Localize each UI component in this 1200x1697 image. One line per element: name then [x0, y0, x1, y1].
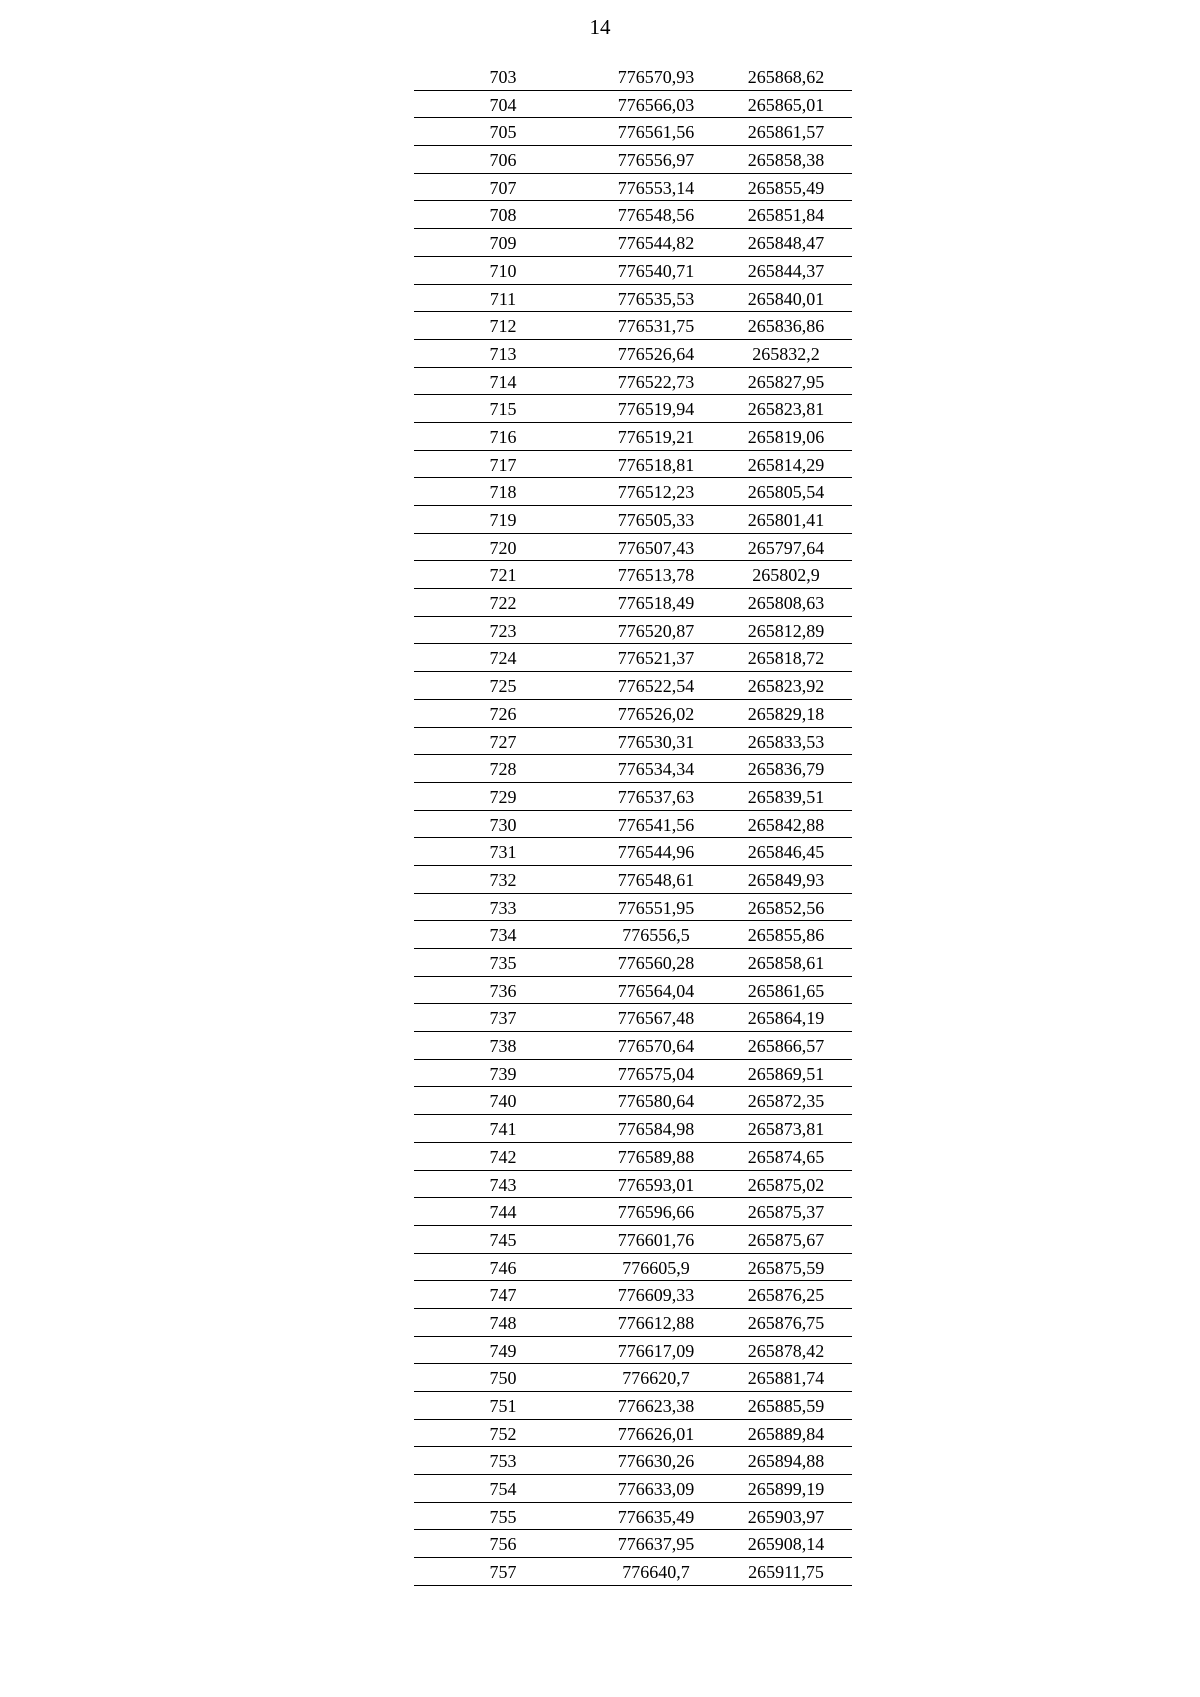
table-row: [414, 1475, 852, 1503]
x-coordinate-cell: 776605,9: [622, 1257, 690, 1278]
x-coordinate-cell: 776520,87: [617, 620, 695, 641]
point-number-cell: 708: [489, 205, 517, 226]
table-row: [414, 921, 852, 949]
y-coordinate-cell: 265842,88: [747, 814, 825, 835]
table-row: [414, 1004, 852, 1032]
x-coordinate-cell: 776575,04: [617, 1063, 695, 1084]
table-row: [414, 783, 852, 811]
point-number-cell: 752: [489, 1423, 517, 1444]
table-row: [414, 395, 852, 423]
y-coordinate-cell: 265908,14: [747, 1534, 825, 1555]
y-coordinate-cell: 265885,59: [747, 1396, 825, 1416]
table-row: [414, 1087, 852, 1115]
point-number-cell: 728: [489, 759, 517, 780]
y-coordinate-cell: 265832,2: [752, 343, 820, 364]
x-coordinate-cell: 776548,61: [617, 869, 695, 890]
y-coordinate-cell: 265808,63: [747, 593, 825, 614]
point-number-cell: 757: [489, 1562, 517, 1583]
point-number-cell: 744: [489, 1202, 517, 1223]
y-coordinate-cell: 265849,93: [747, 869, 825, 890]
x-coordinate-cell: 776612,88: [617, 1312, 695, 1333]
y-coordinate-cell: 265876,75: [747, 1312, 825, 1333]
point-number-cell: 736: [489, 980, 517, 1001]
point-number-cell: 738: [489, 1036, 517, 1057]
point-number-cell: 739: [489, 1063, 517, 1084]
point-number-cell: 730: [489, 814, 517, 835]
x-coordinate-cell: 776630,26: [617, 1451, 695, 1472]
y-coordinate-cell: 265875,67: [747, 1229, 825, 1250]
y-coordinate-cell: 265819,06: [747, 426, 825, 447]
x-coordinate-cell: 776609,33: [617, 1285, 695, 1306]
x-coordinate-cell: 776512,23: [617, 482, 695, 503]
x-coordinate-cell: 776544,96: [617, 842, 695, 863]
x-coordinate-cell: 776567,48: [617, 1008, 695, 1029]
x-coordinate-cell: 776535,53: [617, 288, 695, 309]
point-number-cell: 703: [489, 67, 517, 87]
point-number-cell: 709: [489, 233, 517, 254]
table-row: [414, 617, 852, 645]
table-row: [414, 1364, 852, 1392]
x-coordinate-cell: 776556,97: [617, 150, 695, 171]
x-coordinate-cell: 776633,09: [617, 1479, 695, 1500]
point-number-cell: 748: [489, 1312, 517, 1333]
point-number-cell: 749: [489, 1340, 517, 1361]
x-coordinate-cell: 776617,09: [617, 1340, 695, 1361]
table-row: [414, 1226, 852, 1254]
table-row: [414, 1447, 852, 1475]
x-coordinate-cell: 776526,02: [617, 703, 695, 724]
point-number-cell: 706: [489, 150, 517, 171]
point-number-cell: 719: [489, 510, 517, 530]
table-row: [414, 423, 852, 451]
point-number-cell: 732: [489, 869, 517, 890]
y-coordinate-cell: 265911,75: [748, 1562, 824, 1583]
y-coordinate-cell: 265889,84: [747, 1423, 825, 1444]
y-coordinate-cell: 265851,84: [747, 205, 825, 226]
point-number-cell: 756: [489, 1534, 517, 1555]
point-number-cell: 715: [489, 399, 517, 420]
y-coordinate-cell: 265876,25: [747, 1285, 825, 1306]
y-coordinate-cell: 265855,49: [747, 177, 825, 198]
table-row: [414, 91, 852, 119]
table-row: [414, 949, 852, 977]
point-number-cell: 731: [489, 842, 517, 863]
y-coordinate-cell: 265836,79: [747, 759, 825, 780]
point-number-cell: 710: [489, 260, 517, 281]
table-row: [414, 644, 852, 672]
point-number-cell: 723: [489, 620, 517, 641]
point-number-cell: 753: [489, 1451, 517, 1472]
x-coordinate-cell: 776623,38: [617, 1396, 695, 1416]
y-coordinate-cell: 265801,41: [747, 510, 825, 530]
point-number-cell: 742: [489, 1146, 517, 1167]
table-row: [414, 561, 852, 589]
y-coordinate-cell: 265875,37: [747, 1202, 825, 1223]
x-coordinate-cell: 776556,5: [622, 925, 690, 946]
x-coordinate-cell: 776561,56: [617, 122, 695, 143]
y-coordinate-cell: 265829,18: [747, 703, 825, 724]
y-coordinate-cell: 265812,89: [747, 620, 825, 641]
y-coordinate-cell: 265881,74: [747, 1368, 825, 1389]
y-coordinate-cell: 265814,29: [747, 454, 825, 475]
point-number-cell: 746: [489, 1257, 517, 1278]
y-coordinate-cell: 265805,54: [747, 482, 825, 503]
table-row: [414, 312, 852, 340]
y-coordinate-cell: 265858,38: [747, 150, 825, 171]
x-coordinate-cell: 776584,98: [617, 1119, 695, 1140]
table-row: [414, 534, 852, 562]
x-coordinate-cell: 776531,75: [617, 316, 695, 337]
table-row: [414, 1171, 852, 1199]
point-number-cell: 711: [489, 288, 517, 309]
table-row: [414, 1337, 852, 1365]
x-coordinate-cell: 776620,7: [622, 1368, 690, 1389]
x-coordinate-cell: 776570,93: [617, 67, 695, 87]
table-row: [414, 1198, 852, 1226]
x-coordinate-cell: 776544,82: [617, 233, 695, 254]
y-coordinate-cell: 265903,97: [747, 1506, 825, 1527]
table-row: [414, 811, 852, 839]
table-row: [414, 672, 852, 700]
page-number: 14: [589, 15, 611, 39]
y-coordinate-cell: 265878,42: [747, 1340, 825, 1361]
table-row: [414, 1420, 852, 1448]
point-number-cell: 750: [489, 1368, 517, 1389]
point-number-cell: 720: [489, 537, 517, 558]
table-row: [414, 1254, 852, 1282]
y-coordinate-cell: 265823,92: [747, 676, 825, 697]
x-coordinate-cell: 776519,21: [617, 426, 695, 447]
point-number-cell: 740: [489, 1091, 517, 1112]
x-coordinate-cell: 776589,88: [617, 1146, 695, 1167]
x-coordinate-cell: 776521,37: [617, 648, 695, 669]
y-coordinate-cell: 265848,47: [747, 233, 825, 254]
point-number-cell: 718: [489, 482, 517, 503]
x-coordinate-cell: 776601,76: [617, 1229, 695, 1250]
y-coordinate-cell: 265858,61: [747, 953, 825, 973]
y-coordinate-cell: 265894,88: [747, 1451, 825, 1472]
x-coordinate-cell: 776593,01: [617, 1174, 695, 1195]
table-row: [414, 866, 852, 894]
x-coordinate-cell: 776553,14: [617, 177, 695, 198]
x-coordinate-cell: 776530,31: [617, 731, 695, 752]
table-row: [414, 894, 852, 922]
table-row: [414, 1503, 852, 1531]
table-row: [414, 1115, 852, 1143]
y-coordinate-cell: 265865,01: [747, 94, 825, 115]
y-coordinate-cell: 265872,35: [747, 1091, 825, 1112]
y-coordinate-cell: 265861,57: [747, 122, 825, 143]
table-row: [414, 1281, 852, 1309]
y-coordinate-cell: 265797,64: [747, 537, 825, 558]
x-coordinate-cell: 776522,54: [617, 676, 695, 697]
point-number-cell: 717: [489, 454, 517, 475]
point-number-cell: 713: [489, 343, 517, 364]
table-row: [414, 700, 852, 728]
x-coordinate-cell: 776518,49: [617, 593, 695, 614]
table-row: [414, 1143, 852, 1171]
x-coordinate-cell: 776534,34: [617, 759, 695, 780]
table-row: [414, 1032, 852, 1060]
y-coordinate-cell: 265874,65: [747, 1146, 825, 1167]
x-coordinate-cell: 776518,81: [617, 454, 695, 475]
y-coordinate-cell: 265868,62: [747, 67, 825, 87]
x-coordinate-cell: 776537,63: [617, 786, 695, 807]
x-coordinate-cell: 776507,43: [617, 537, 695, 558]
y-coordinate-cell: 265844,37: [747, 260, 825, 281]
x-coordinate-cell: 776570,64: [617, 1036, 695, 1057]
point-number-cell: 705: [489, 122, 517, 143]
table-row: [414, 451, 852, 479]
y-coordinate-cell: 265802,9: [752, 565, 820, 586]
y-coordinate-cell: 265839,51: [747, 786, 825, 807]
point-number-cell: 716: [489, 426, 517, 447]
x-coordinate-cell: 776566,03: [617, 94, 695, 115]
point-number-cell: 734: [489, 925, 517, 946]
point-number-cell: 751: [489, 1396, 517, 1416]
x-coordinate-cell: 776541,56: [617, 814, 695, 835]
y-coordinate-cell: 265875,59: [747, 1257, 825, 1278]
table-row: [414, 118, 852, 146]
point-number-cell: 726: [489, 703, 517, 724]
table-row: [414, 174, 852, 202]
point-number-cell: 725: [489, 676, 517, 697]
table-row: [414, 368, 852, 396]
table-row: [414, 63, 852, 91]
y-coordinate-cell: 265833,53: [747, 731, 825, 752]
y-coordinate-cell: 265846,45: [747, 842, 825, 863]
point-number-cell: 721: [489, 565, 517, 586]
y-coordinate-cell: 265836,86: [747, 316, 825, 337]
table-row: [414, 201, 852, 229]
x-coordinate-cell: 776540,71: [617, 260, 695, 281]
point-number-cell: 729: [489, 786, 517, 807]
y-coordinate-cell: 265861,65: [747, 980, 825, 1001]
point-number-cell: 741: [489, 1119, 517, 1140]
point-number-cell: 754: [489, 1479, 517, 1500]
x-coordinate-cell: 776526,64: [617, 343, 695, 364]
x-coordinate-cell: 776560,28: [617, 953, 695, 973]
y-coordinate-cell: 265818,72: [747, 648, 825, 669]
x-coordinate-cell: 776513,78: [617, 565, 695, 586]
table-row: [414, 257, 852, 285]
point-number-cell: 727: [489, 731, 517, 752]
x-coordinate-cell: 776640,7: [622, 1562, 690, 1583]
y-coordinate-cell: 265864,19: [747, 1008, 825, 1029]
point-number-cell: 747: [489, 1285, 517, 1306]
point-number-cell: 714: [489, 371, 517, 392]
x-coordinate-cell: 776548,56: [617, 205, 695, 226]
table-row: [414, 838, 852, 866]
x-coordinate-cell: 776522,73: [617, 371, 695, 392]
point-number-cell: 704: [489, 94, 517, 115]
y-coordinate-cell: 265866,57: [747, 1036, 825, 1057]
x-coordinate-cell: 776596,66: [617, 1202, 695, 1223]
y-coordinate-cell: 265869,51: [747, 1063, 825, 1084]
table-row: [414, 1060, 852, 1088]
x-coordinate-cell: 776626,01: [617, 1423, 695, 1444]
point-number-cell: 707: [489, 177, 517, 198]
y-coordinate-cell: 265899,19: [747, 1479, 825, 1500]
table-row: [414, 340, 852, 368]
x-coordinate-cell: 776551,95: [617, 897, 695, 918]
table-row: [414, 1392, 852, 1420]
y-coordinate-cell: 265840,01: [747, 288, 825, 309]
point-number-cell: 733: [489, 897, 517, 918]
y-coordinate-cell: 265823,81: [747, 399, 825, 420]
y-coordinate-cell: 265852,56: [747, 897, 825, 918]
table-row: [414, 1558, 852, 1586]
point-number-cell: 745: [489, 1229, 517, 1250]
table-row: [414, 229, 852, 257]
point-number-cell: 755: [489, 1506, 517, 1527]
table-row: [414, 1530, 852, 1558]
y-coordinate-cell: 265875,02: [747, 1174, 825, 1195]
table-row: [414, 285, 852, 313]
coordinates-table: [414, 63, 852, 1586]
table-row: [414, 146, 852, 174]
table-row: [414, 589, 852, 617]
point-number-cell: 712: [489, 316, 517, 337]
y-coordinate-cell: 265827,95: [747, 371, 825, 392]
y-coordinate-cell: 265855,86: [747, 925, 825, 946]
table-row: [414, 478, 852, 506]
point-number-cell: 724: [489, 648, 517, 669]
point-number-cell: 722: [489, 593, 517, 614]
table-row: [414, 755, 852, 783]
x-coordinate-cell: 776505,33: [617, 510, 695, 530]
table-row: [414, 506, 852, 534]
x-coordinate-cell: 776564,04: [617, 980, 695, 1001]
y-coordinate-cell: 265873,81: [747, 1119, 825, 1140]
table-row: [414, 1309, 852, 1337]
x-coordinate-cell: 776637,95: [617, 1534, 695, 1555]
table-row: [414, 977, 852, 1005]
x-coordinate-cell: 776580,64: [617, 1091, 695, 1112]
point-number-cell: 737: [489, 1008, 517, 1029]
point-number-cell: 743: [489, 1174, 517, 1195]
point-number-cell: 735: [489, 953, 517, 973]
x-coordinate-cell: 776635,49: [617, 1506, 695, 1527]
table-row: [414, 728, 852, 756]
x-coordinate-cell: 776519,94: [617, 399, 695, 420]
